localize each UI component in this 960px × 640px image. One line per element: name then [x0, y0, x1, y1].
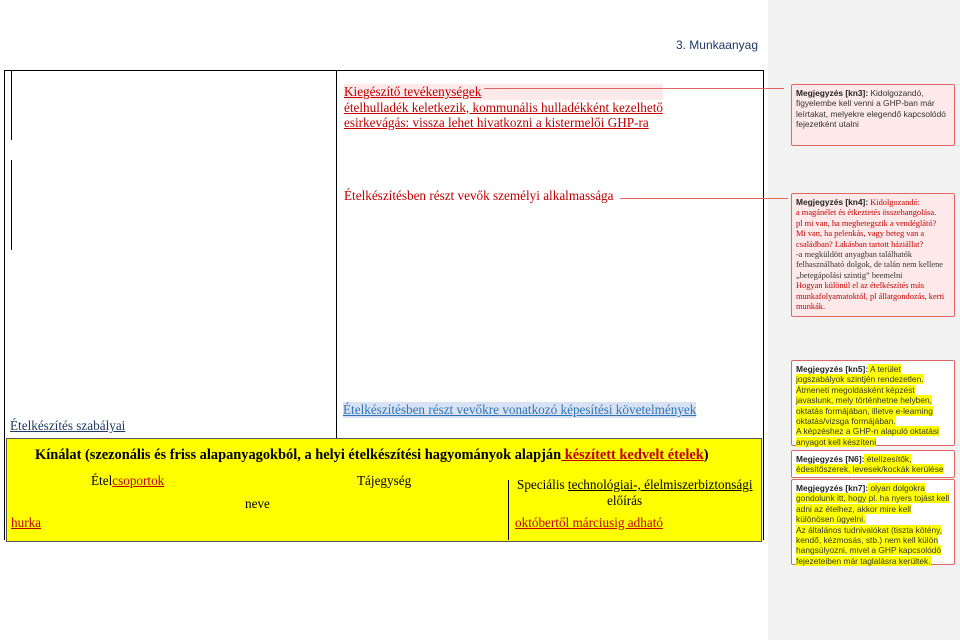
- comment-kn3-text: Kidolgozandó, figyelembe kell venni a GHP-ban már leírtakat, melyekre elegendő kapcsolódó fejezetként utalni: [796, 88, 946, 130]
- comment-kn7[interactable]: [791, 479, 955, 565]
- offer-title-main: Kínálat (szezonális és friss alapanyagokból, a helyi ételkészítési hagyományok alapján: [35, 447, 562, 463]
- offer-title-highlight: készített kedvelt ételek: [561, 447, 704, 463]
- table-col-divider: [508, 480, 509, 540]
- col-region: Tájegység: [357, 473, 412, 488]
- comment-kn7-label: Megjegyzés [kn7]:: [796, 483, 869, 493]
- comment-n6-label: Megjegyzés [N6]:: [796, 454, 865, 464]
- comment-n6[interactable]: [791, 450, 955, 478]
- supplementary-line-3: esirkevágás: vissza lehet hivatkozni a kistermelői GHP-ra: [344, 115, 649, 130]
- col-food-name: neve: [245, 496, 270, 511]
- supplementary-line-2: ételhulladék keletkezik, kommunális hulladékként kezelhető: [344, 99, 663, 115]
- page-header: 3. Munkaanyag: [675, 38, 758, 52]
- comment-kn7-text1: olyan dolgokra gondolunk itt, hogy pl. ha nyers tojást kell adni az ételhez, akkor mire kell különösen ügyelni.: [796, 483, 950, 525]
- comment-kn5-label: Megjegyzés [kn5]:: [796, 364, 869, 374]
- comment-kn4-label: Megjegyzés [kn4]:: [796, 197, 869, 207]
- comment-kn3-label: Megjegyzés [kn3]:: [796, 88, 869, 98]
- row1-rule: októbertől márciusig adható: [515, 515, 663, 530]
- comment-kn5-text1: A terület jogszabályok szintjén rendezetlen.: [796, 364, 924, 385]
- supplementary-activities-block: [344, 84, 663, 131]
- offer-table-title: [35, 447, 709, 464]
- table-border-inner-left: [11, 70, 12, 140]
- comment-kn4[interactable]: [791, 193, 955, 317]
- comment-n6-text: ételízesítők, édesítőszerek, levesek/kockák kerülése: [796, 454, 944, 475]
- comment-kn5-text3: A képzéshez a GHP-n alapuló oktatási anyagot kell készíteni: [796, 426, 939, 447]
- comment-kn4-text4: Mi van, ha pelenkás, vagy beteg van a családban? Lakásban tartott háziállat?: [796, 229, 925, 249]
- col-special-a: Speciális: [517, 477, 568, 492]
- col-food-group-a: Étel: [91, 473, 113, 488]
- table-border-top: [4, 70, 764, 71]
- comment-kn4-text3: pl mi van, ha megbetegszik a vendéglátó?: [796, 218, 937, 228]
- row1-food: hurka: [11, 515, 42, 530]
- comment-connector-kn3: [484, 88, 784, 89]
- comment-kn4-text1: Kidolgozandó:: [868, 198, 921, 207]
- cooking-rules-label: Ételkészítés szabályai: [10, 418, 126, 433]
- col-special-b: technológiai-, élelmiszerbiztonsági: [567, 477, 753, 492]
- col-special-rules: [517, 477, 752, 493]
- comment-kn4-text6: Hogyan különül el az ételkészítés más munkafolyamatoktól, pl állatgondozás, kerti munkák.: [796, 281, 945, 312]
- comment-kn4-text5: -a megküldött anyagban találhatók felhasználható dolgok, de talán nem kellene „betegápolási szintig” beemelni: [796, 250, 943, 280]
- supplementary-title: Kiegészítő tevékenységek: [344, 84, 663, 100]
- offer-title-close: ): [703, 447, 709, 463]
- qualification-requirements-heading: Ételkészítésben részt vevőkre vonatkozó képesítési követelmények: [343, 402, 697, 417]
- comment-kn5[interactable]: [791, 360, 955, 446]
- comment-kn5-text2: Átmeneti megoldásként képzést javaslunk, mely történhetne helyben, oktatás formájában, illetve e-learning oktatás/vizsga formájában.: [796, 384, 933, 427]
- col-food-group-b: csoportok: [112, 473, 165, 488]
- table-border-left: [4, 70, 5, 540]
- col-food-group: [91, 473, 164, 489]
- table-border-inner-left-2: [11, 160, 12, 250]
- table-border-right: [763, 70, 764, 540]
- col-special-rules-2: előírás: [607, 493, 643, 508]
- offer-table: [6, 438, 762, 542]
- personal-suitability-heading: Ételkészítésben részt vevők személyi alkalmassága: [344, 188, 614, 203]
- comment-kn4-text2: a magánélet és étkeztetés összehangolása.: [796, 208, 937, 218]
- comment-connector-kn4: [620, 198, 788, 199]
- comment-kn7-text2: Az általános tudnivalókat (tiszta kötény, kendő, kézmosás, stb.) nem kell külön hangsúlyozni, mivel a GHP kapcsolódó fejezeteiben már taglalásra kerültek.: [796, 524, 943, 566]
- table-border-col: [336, 70, 337, 438]
- comment-kn3[interactable]: [791, 84, 955, 146]
